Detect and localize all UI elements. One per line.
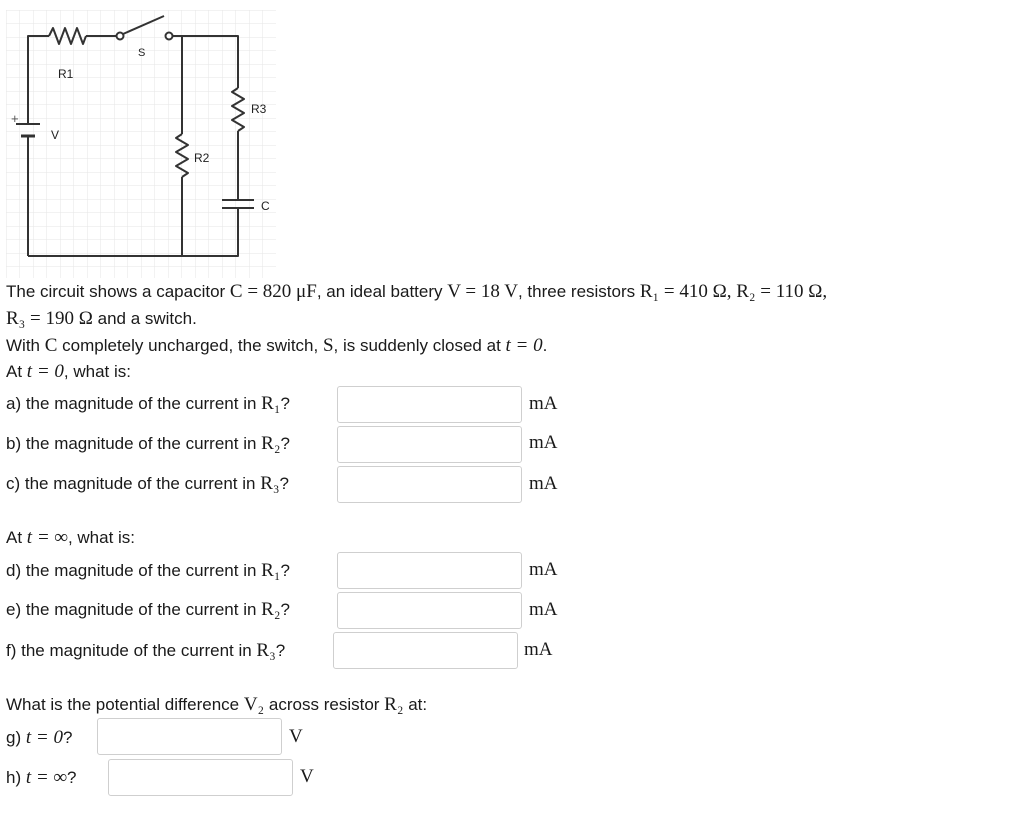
battery-label: V bbox=[51, 128, 60, 142]
question-f: f) the magnitude of the current in R₃? bbox=[6, 640, 286, 661]
switch-contact-left bbox=[117, 33, 124, 40]
switch-contact-right bbox=[166, 33, 173, 40]
question-g: g) t = 0? bbox=[6, 727, 73, 748]
switch-label: S bbox=[138, 47, 146, 59]
r1-label: R1 bbox=[58, 67, 74, 81]
unit-c: mA bbox=[529, 473, 558, 494]
answer-g-input[interactable] bbox=[97, 718, 282, 755]
unit-d: mA bbox=[529, 559, 558, 580]
answer-d-input[interactable] bbox=[337, 552, 522, 589]
battery-plus-label: + bbox=[11, 111, 19, 126]
unit-f: mA bbox=[524, 639, 553, 660]
r3-label: R3 bbox=[251, 102, 267, 116]
question-h: h) t = ∞? bbox=[6, 767, 77, 788]
question-c: c) the magnitude of the current in R₃? bbox=[6, 473, 289, 494]
problem-line-1: The circuit shows a capacitor C = 820 μF, an ideal battery V = 18 V, three resistors R₁ = 410 Ω, R₂ = 110 Ω, bbox=[6, 281, 828, 302]
problem-line-2: R₃ = 190 Ω and a switch. bbox=[6, 308, 197, 329]
answer-a-input[interactable] bbox=[337, 386, 522, 423]
question-e: e) the magnitude of the current in R₂? bbox=[6, 599, 290, 620]
unit-g: V bbox=[289, 726, 303, 747]
question-d: d) the magnitude of the current in R₁? bbox=[6, 560, 290, 581]
unit-a: mA bbox=[529, 393, 558, 414]
answer-f-input[interactable] bbox=[333, 632, 518, 669]
circuit-diagram bbox=[6, 10, 276, 278]
problem-line-3: With C completely uncharged, the switch, S, is suddenly closed at t = 0. bbox=[6, 335, 548, 356]
unit-b: mA bbox=[529, 432, 558, 453]
r2-label: R2 bbox=[194, 151, 210, 165]
answer-e-input[interactable] bbox=[337, 592, 522, 629]
answer-h-input[interactable] bbox=[108, 759, 293, 796]
section-v2-heading: What is the potential difference V₂ across resistor R₂ at: bbox=[6, 694, 428, 715]
capacitor-label: C bbox=[261, 199, 270, 213]
unit-e: mA bbox=[529, 599, 558, 620]
section-t-infinity-heading: At t = ∞, what is: bbox=[6, 527, 136, 548]
problem-line-4: At t = 0, what is: bbox=[6, 361, 131, 382]
answer-c-input[interactable] bbox=[337, 466, 522, 503]
answer-b-input[interactable] bbox=[337, 426, 522, 463]
question-a: a) the magnitude of the current in R₁? bbox=[6, 393, 290, 414]
unit-h: V bbox=[300, 766, 314, 787]
question-b: b) the magnitude of the current in R₂? bbox=[6, 433, 290, 454]
